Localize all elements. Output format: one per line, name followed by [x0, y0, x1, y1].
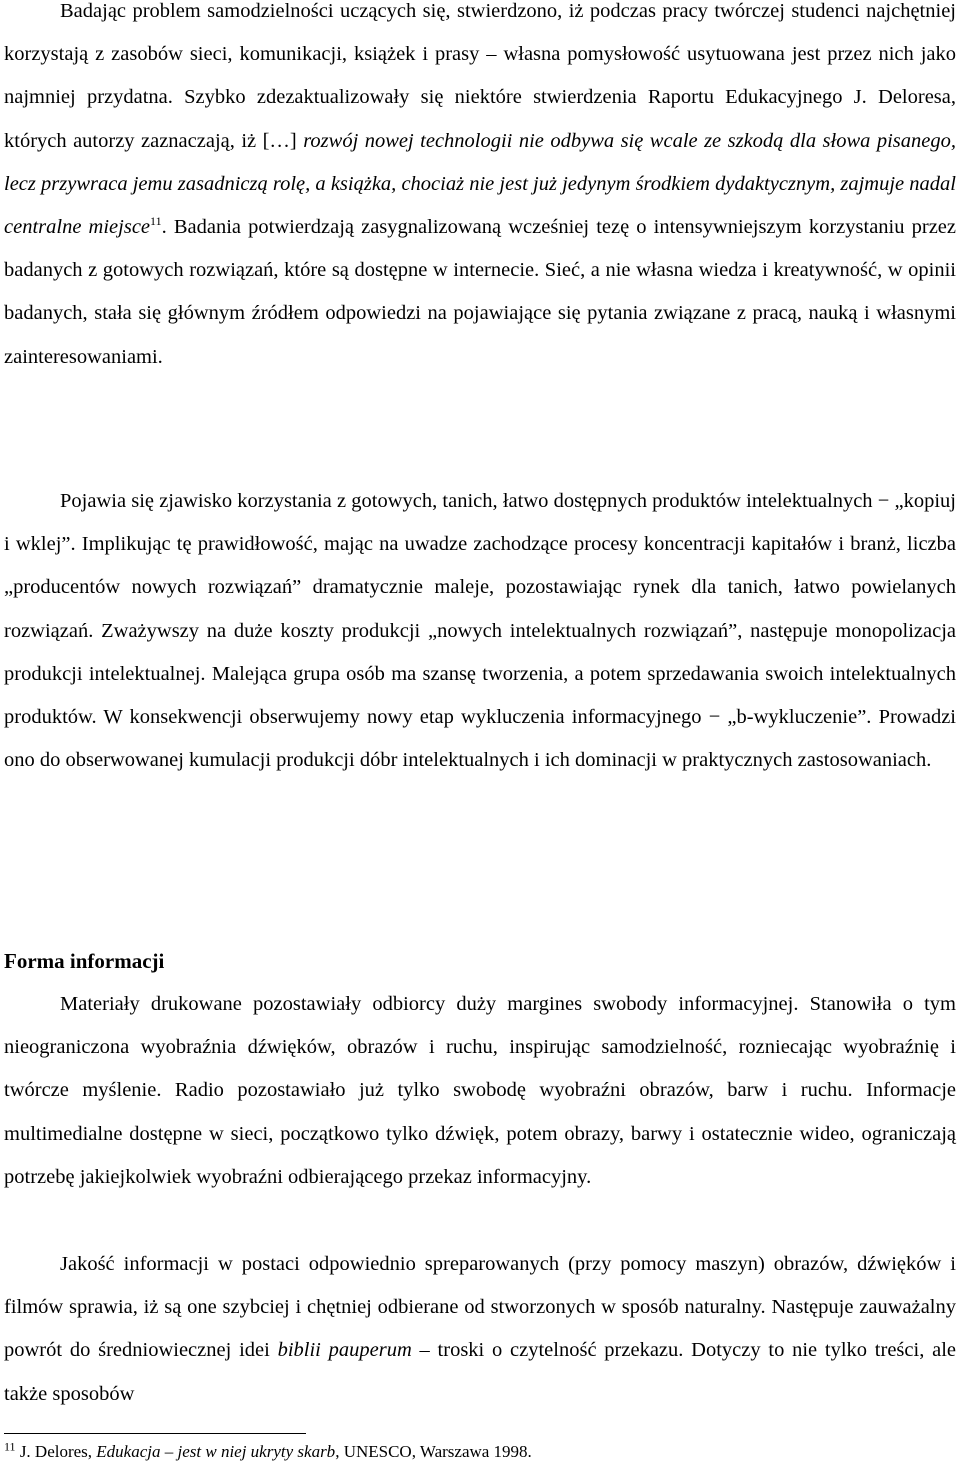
paragraph-1-text-b: . Badania potwierdzają zasygnalizowaną wcześniej tezę o intensywniejszym korzystaniu przez badanych z gotowych rozwiązań, które są dostępne w internecie. Sieć, a nie własna wiedza i kreatywność, w opinii badanych, stała się głównym źródłem odpowiedzi na pojawiające się pytania związane z pracą, nauką i własnymi zainteresowaniami. — [4, 216, 956, 368]
quote-italic: rozwój nowej technologii nie odbywa się wcale ze szkodą dla słowa pisanego, lecz przywraca jemu zasadniczą rolę, a książka, chociaż nie jest już jedynym środkiem dydaktycznym, zajmuje nadal centralne miejsce — [4, 129, 956, 239]
footnote-ref[interactable]: 11 — [150, 214, 162, 229]
paragraph-3-text: Materiały drukowane pozostawiały odbiorcy duży margines swobody informacyjnej. Stanowiła o tym nieograniczona wyobraźnia dźwięków, obrazów i ruchu, inspirując samodzielność, rozniecając wyobraźnię i twórcze myślenie. Radio pozostawiało już tylko swobodę wyobraźni obrazów, barw i ruchu. Informacje multimedialne dostępne w sieci, początkowo tylko dźwięk, potem obrazy, barwy i ostatecznie wideo, ograniczają potrzebę jakiejkolwiek wyobraźni odbierającego przekaz informacyjny. — [4, 993, 956, 1188]
section-heading: Forma informacji — [4, 949, 165, 973]
footnote-title: Edukacja – jest w niej ukryty skarb — [96, 1442, 336, 1461]
paragraph-4-text-b: – troski o czytelność przekazu. Dotyczy to nie tylko treści, ale także sposobów — [4, 1339, 956, 1405]
paragraph-4-text-a: Jakość informacji w postaci odpowiednio spreparowanych (przy pomocy maszyn) obrazów, dźwięków i filmów sprawia, iż są one szybciej i chętniej odbierane od stworzonych w sposób naturalny. Następuje zauważalny powrót do średniowiecznej idei — [4, 1253, 956, 1362]
footnote-number: 11 — [4, 1439, 16, 1454]
paragraph-3 — [0, 983, 960, 1199]
paragraph-2 — [0, 480, 960, 782]
paragraph-4 — [0, 1243, 960, 1416]
footnote-divider — [4, 1433, 306, 1434]
footnote — [4, 1440, 532, 1464]
footnote-rest: , UNESCO, Warszawa 1998. — [335, 1442, 532, 1461]
paragraph-2-text: Pojawia się zjawisko korzystania z gotowych, tanich, łatwo dostępnych produktów intelektualnych − „kopiuj i wklej”. Implikując tę prawidłowość, mając na uwadze zachodzące procesy koncentracji kapitałów i branż, liczba „producentów nowych rozwiązań” dramatycznie maleje, pozostawiając rynek dla tanich, łatwo powielanych rozwiązań. Zważywszy na duże koszty produkcji „nowych intelektualnych rozwiązań”, następuje monopolizacja produkcji intelektualnej. Malejąca grupa osób ma szansę tworzenia, a potem sprzedawania swoich intelektualnych produktów. W konsekwencji obserwujemy nowy etap wykluczenia informacyjnego − „b-wykluczenie”. Prowadzi ono do obserwowanej kumulacji produkcji dóbr intelektualnych i ich dominacji w praktycznych zastosowaniach. — [4, 490, 956, 772]
footnote-author: J. Delores, — [15, 1442, 97, 1461]
paragraph-1 — [0, 0, 960, 379]
paragraph-4-italic: biblii pauperum — [277, 1339, 412, 1362]
paragraph-1-text-a: Badając problem samodzielności uczących się, stwierdzono, iż podczas pracy twórczej studenci najchętniej korzystają z zasobów sieci, komunikacji, książek i prasy – własna pomysłowość usytuowana jest przez nich jako najmniej przydatna. Szybko zdezaktualizowały się niektóre stwierdzenia Raportu Edukacyjnego J. Deloresa, których autorzy zaznaczają, iż […] — [4, 0, 956, 152]
